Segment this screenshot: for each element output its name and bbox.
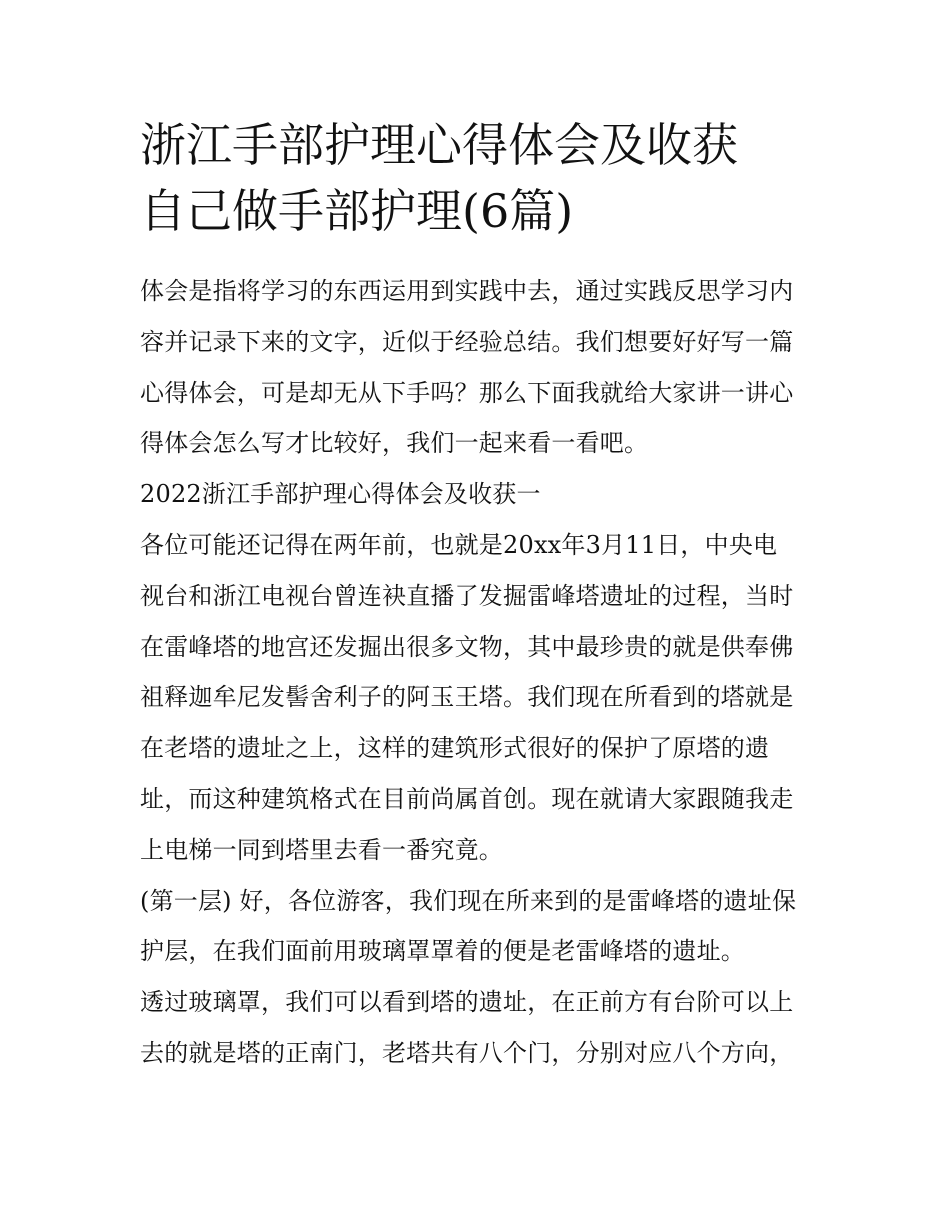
- document-title: [140, 112, 816, 244]
- text-line: 各位可能还记得在两年前，也就是20xx年3月11日，中央电: [140, 530, 778, 559]
- document-content: [140, 112, 816, 1079]
- text-line: 心得体会，可是却无从下手吗？那么下面我就给大家讲一讲心: [140, 378, 794, 407]
- text-line: 在老塔的遗址之上，这样的建筑形式很好的保护了原塔的遗: [140, 734, 770, 763]
- text-line: 上电梯一同到塔里去看一番究竟。: [140, 835, 503, 864]
- text-line: 去的就是塔的正南门，老塔共有八个门，分别对应八个方向，: [140, 1038, 794, 1067]
- text-line: (第一层) 好，各位游客，我们现在所来到的是雷峰塔的遗址保: [140, 886, 797, 915]
- paragraph-intro: [140, 266, 816, 469]
- paragraph-glass-cover: [140, 977, 816, 1079]
- text-line: 址，而这种建筑格式在目前尚属首创。现在就请大家跟随我走: [140, 784, 794, 813]
- paragraph-first-floor: [140, 876, 816, 978]
- paragraph-leifeng-history: [140, 520, 816, 876]
- text-line: 在雷峰塔的地宫还发掘出很多文物，其中最珍贵的就是供奉佛: [140, 632, 794, 661]
- text-line: 透过玻璃罩，我们可以看到塔的遗址，在正前方有台阶可以上: [140, 988, 794, 1017]
- document-body: [140, 266, 816, 1079]
- title-line-1: 浙江手部护理心得体会及收获: [140, 118, 738, 172]
- text-line: 祖释迦牟尼发髻舍利子的阿玉王塔。我们现在所看到的塔就是: [140, 683, 794, 712]
- text-line: 2022浙江手部护理心得体会及收获一: [140, 480, 541, 509]
- text-line: 体会是指将学习的东西运用到实践中去，通过实践反思学习内: [140, 277, 794, 305]
- section-heading: [140, 469, 816, 520]
- text-line: 视台和浙江电视台曾连袂直播了发掘雷峰塔遗址的过程，当时: [140, 581, 794, 610]
- text-line: 容并记录下来的文字，近似于经验总结。我们想要好好写一篇: [140, 327, 794, 356]
- text-line: 护层，在我们面前用玻璃罩罩着的便是老雷峰塔的遗址。: [140, 937, 745, 966]
- title-line-2: 自己做手部护理(6篇): [140, 184, 574, 238]
- text-line: 得体会怎么写才比较好，我们一起来看一看吧。: [140, 429, 649, 458]
